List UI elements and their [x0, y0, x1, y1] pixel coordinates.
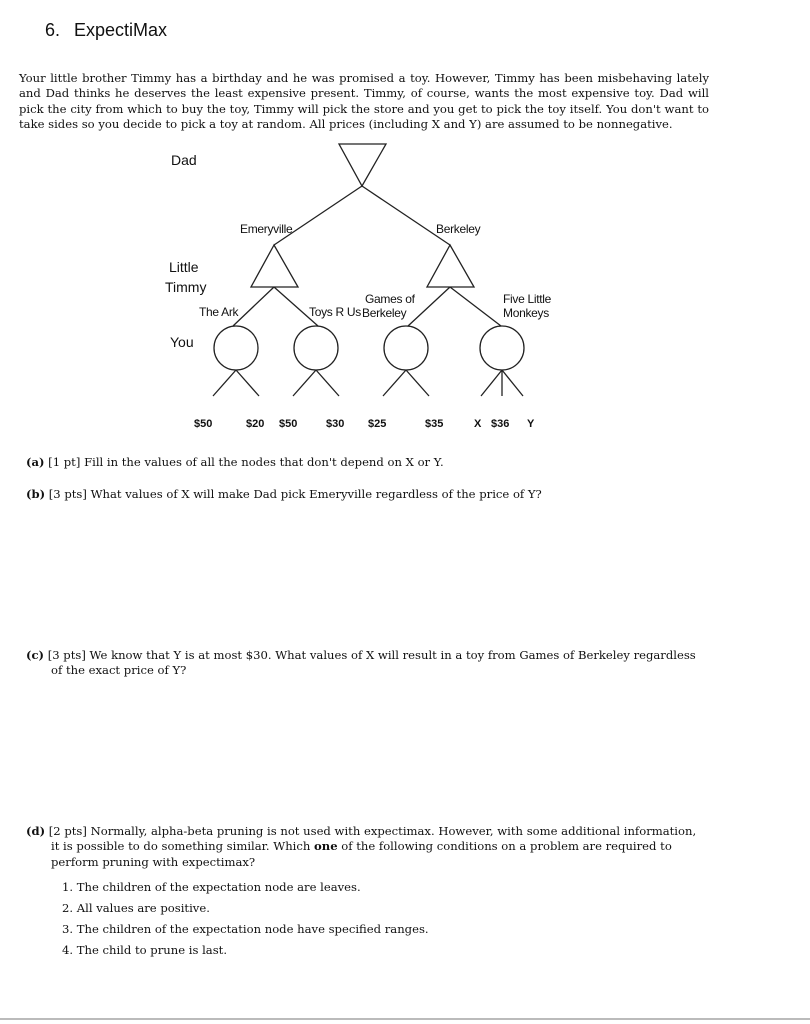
edge-emeryville-ark: [233, 287, 274, 326]
edge-dad-emeryville: [274, 186, 362, 245]
timmy-label-line2: Timmy: [165, 279, 207, 295]
question-a-text: Fill in the values of all the nodes that don't depend on X or Y.: [84, 455, 444, 469]
store-label-the-ark: The Ark: [199, 305, 239, 319]
option-item: 4. The child to prune is last.: [62, 943, 228, 957]
chance-node-toys: [294, 326, 338, 370]
leaf-value: $35: [425, 418, 444, 430]
question-c: [26, 648, 696, 679]
question-b-text: What values of X will make Dad pick Emeryville regardless of the price of Y?: [90, 487, 542, 501]
edge-dad-berkeley: [362, 186, 450, 245]
question-c-text-line2: of the exact price of Y?: [51, 663, 187, 678]
you-label: You: [170, 334, 194, 350]
store-label-five-line2: Monkeys: [503, 306, 549, 320]
store-label-games-line1: Games of: [365, 292, 415, 306]
timmy-max-node-emeryville: [251, 245, 298, 287]
options-list: [62, 880, 429, 964]
chance-node-ark: [214, 326, 258, 370]
chance-node-five: [480, 326, 524, 370]
question-d-label: (d): [26, 824, 46, 838]
question-heading: [45, 20, 181, 41]
chance-node-games: [384, 326, 428, 370]
timmy-label-line1: Little: [169, 259, 199, 275]
question-b: [26, 487, 542, 502]
question-c-points: [3 pts]: [47, 648, 86, 662]
leaf-value: $36: [491, 418, 510, 430]
edge-games-right: [406, 370, 429, 396]
question-d-text-line1: Normally, alpha-beta pruning is not used with expectimax. However, with some additional information,: [90, 824, 697, 838]
dad-min-node: [339, 144, 386, 186]
store-label-toys-r-us: Toys R Us: [309, 305, 361, 319]
edge-ark-left: [213, 370, 236, 396]
question-c-text-line1: We know that Y is at most $30. What values of X will result in a toy from Games of Berkeley regardless: [89, 648, 696, 662]
store-label-games-line2: Berkeley: [362, 306, 407, 320]
question-d-text-line3: perform pruning with expectimax?: [51, 854, 256, 869]
problem-statement: Your little brother Timmy has a birthday and he was promised a toy. However, Timmy has been misbehaving lately and Dad thinks he deserves the least expensive present. Timmy, of course, wants the most expensive toy. Dad will pick the city from which to buy the toy, Timmy will pick the store and you get to pick the toy itself. You don't want to take sides so you decide to pick a toy at random. All prices (including X and Y) are assumed to be nonnegative.: [19, 71, 709, 132]
option-item: 1. The children of the expectation node are leaves.: [62, 880, 361, 894]
store-label-five-line1: Five Little: [503, 292, 552, 306]
leaf-value: Y: [527, 418, 535, 430]
leaf-value: $25: [368, 418, 387, 430]
option-item: 2. All values are positive.: [62, 901, 210, 915]
dad-label: Dad: [171, 152, 197, 168]
leaf-value: $50: [279, 418, 298, 430]
question-a: [26, 455, 444, 470]
question-a-label: (a): [26, 455, 45, 469]
edge-ark-right: [236, 370, 259, 396]
question-title: ExpectiMax: [74, 20, 168, 40]
page-bottom-divider: [0, 1018, 810, 1020]
question-a-points: [1 pt]: [48, 455, 81, 469]
leaf-value: X: [474, 418, 482, 430]
expectimax-tree: [0, 140, 810, 440]
question-d-points: [2 pts]: [48, 824, 87, 838]
question-c-label: (c): [26, 648, 45, 662]
edge-toys-left: [293, 370, 316, 396]
option-item: 3. The children of the expectation node have specified ranges.: [62, 922, 429, 936]
leaf-value: $20: [246, 418, 265, 430]
question-d-emphasis: one: [314, 839, 338, 854]
question-d-text-line2c: of the following conditions on a problem are required to: [341, 839, 672, 854]
timmy-max-node-berkeley: [427, 245, 474, 287]
question-d-text-line2a: it is possible to do something similar. Which: [51, 839, 311, 854]
edge-five-left: [481, 370, 502, 396]
city-label-emeryville: Emeryville: [240, 222, 293, 236]
question-d: [26, 824, 696, 870]
edge-games-left: [383, 370, 406, 396]
city-label-berkeley: Berkeley: [436, 222, 481, 236]
edge-toys-right: [316, 370, 339, 396]
edge-berkeley-five: [450, 287, 501, 326]
question-number: 6.: [45, 20, 61, 40]
edge-five-right: [502, 370, 523, 396]
leaf-value: $50: [194, 418, 213, 430]
question-b-label: (b): [26, 487, 46, 501]
leaf-value: $30: [326, 418, 345, 430]
question-b-points: [3 pts]: [48, 487, 87, 501]
